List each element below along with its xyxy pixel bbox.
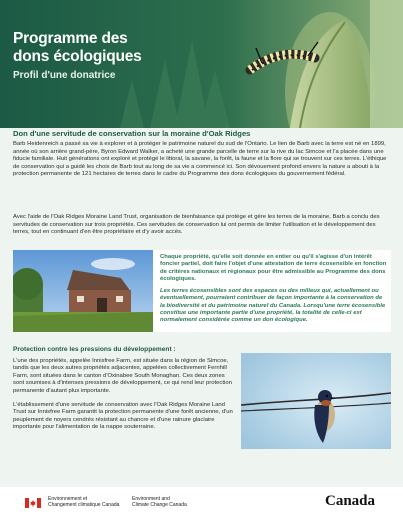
department-name-french	[48, 496, 119, 508]
donor-profile-subtitle: Profil d'une donatrice	[13, 70, 116, 81]
hero-text-block	[13, 30, 142, 81]
callout-text	[160, 254, 388, 325]
department-name-english	[132, 496, 187, 508]
hero-banner	[0, 0, 403, 128]
section-heading-development-pressure: Protection contre les pressions du développement :	[13, 346, 176, 353]
canada-flag-icon	[25, 498, 41, 508]
section-heading-easement: Don d'une servitude de conservation sur la moraine d'Oak Ridges	[13, 129, 251, 138]
canada-wordmark: Canada	[325, 493, 376, 509]
callout-eligibility-text: Chaque propriété, qu'elle soit donnée en entier ou qu'il s'agisse d'un intérêt foncier partiel, doit faire l'objet d'une attestation de terre écosensible en fonction de critères nationaux et régionaux pour être admissible au Programme des dons écologiques.	[160, 254, 387, 282]
callout-ecosensitive-definition: Les terres écosensibles sont des espaces ou des milieux qui, actuellement ou éventuellement, pourraient contribuer de façon importante à la conservation de la biodiversité et du patrimoine naturel du Canada. Lorsqu'une terre écosensible constitue une importante partie d'une propriété, la totalité de celle-ci est normalement considérée comme un don écologique.	[160, 288, 386, 324]
dept-fr-line-1: Environnement et	[48, 496, 88, 502]
callout-box	[13, 250, 391, 332]
farm-barn-photo	[13, 250, 153, 332]
program-title-line-2: dons écologiques	[13, 48, 142, 65]
paragraph-properties: L'une des propriétés, appelée Innisfree Farm, est située dans la région de Simcoe, tandis que les deux autres propriétés adjacentes, appelées collectivement Fernhill Farm, sont situées dans le canton d'Oxinabee South Monaghan. Ces deux zones sont soumises à d'intenses pressions de développement, ce qui rend leur protection permanente d'autant plus importante.	[13, 358, 232, 394]
dept-en-line-2: Climate Change Canada	[132, 502, 187, 509]
paragraph-easement-protection: L'établissement d'une servitude de conservation avec l'Oak Ridges Moraine Land Trust sur Innisfree Farm garantit la protection permanente d'une forêt ancienne, d'un peuplement de noyers cendrés résistant au chancre et d'une rainure glaciaire importante pour l'alimentation de la nappe souterraine.	[13, 402, 233, 431]
program-title-line-1: Programme des	[13, 30, 128, 47]
dept-en-line-1: Environment and	[132, 496, 170, 502]
dept-fr-line-2: Changement climatique Canada	[48, 502, 120, 509]
swallow-on-wire-photo	[241, 353, 391, 449]
paragraph-barb-intro: Barb Heidenreich a passé sa vie à explorer et à protéger le patrimoine naturel du sud de l'Ontario. Le lien de Barb avec la terre est né en 1899, année où son arrière grand-père, Byron Edward Walker, a acheté une grande parcelle de terre sur la rive du lac Simcoe et l'a placée dans une fiducie familiale. Huit générations ont exploré et protégé le littoral, la savane, la forêt, la faune et la flore qui se trouvent sur ces terres. L'éthique de conservation qui a guidé les choix de Barb tout au long de sa vie a commencé ici. Son dévouement profond envers la nature a abouti à la protection permanente de 121 hectares de terres dans le cadre du Programme des dons écologiques du gouvernement fédéral.	[13, 141, 387, 178]
government-footer	[0, 487, 403, 523]
paragraph-land-trust: Avec l'aide de l'Oak Ridges Moraine Land Trust, organisation de bienfaisance qui protège et gère les terres de la moraine, Barb a conclu des servitudes de conservation sur trois propriétés. Ces servitudes de conservation lui ont permis de limiter l'utilisation et le développement des terres, tout en continuant d'en être propriétaire et d'y avoir accès.	[13, 214, 380, 236]
